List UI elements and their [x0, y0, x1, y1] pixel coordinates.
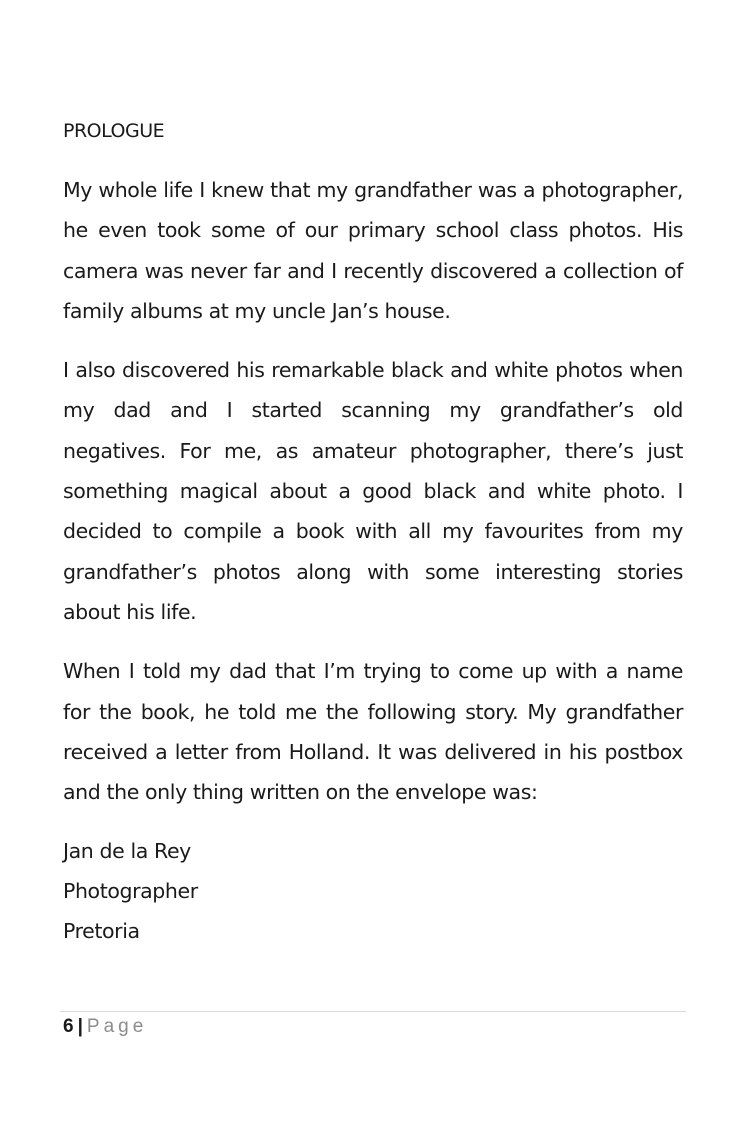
footer-separator: | [77, 1016, 83, 1037]
paragraph-3: When I told my dad that I’m trying to come up with a name for the book, he told me the following story. My grandfather received a letter from Holland. It was delivered in his postbox and the only thing written on the envelope was: [63, 659, 683, 805]
paragraph-2: I also discovered his remarkable black and white photos when my dad and I started scanning my grandfather’s old negatives. For me, as amateur photographer, there’s just something magical about a good black and white photo. I decided to compile a book with all my favourites from my grandfather’s photos along with some interesting stories about his life. [63, 358, 683, 624]
paragraph-1: My whole life I knew that my grandfather was a photographer, he even took some of our primary school class photos. His camera was never far and I recently discovered a collection of family albums at my uncle Jan’s house. [63, 178, 683, 323]
address-occupation: Photographer [63, 879, 198, 904]
page-footer [63, 1014, 147, 1040]
chapter-heading: PROLOGUE [63, 120, 165, 142]
address-name: Jan de la Rey [63, 839, 191, 864]
page-content [63, 112, 683, 951]
page-label: Page [86, 1016, 148, 1037]
envelope-address [63, 831, 683, 951]
page-number: 6 [63, 1016, 74, 1037]
footer-divider [60, 1011, 686, 1012]
address-city: Pretoria [63, 919, 140, 944]
